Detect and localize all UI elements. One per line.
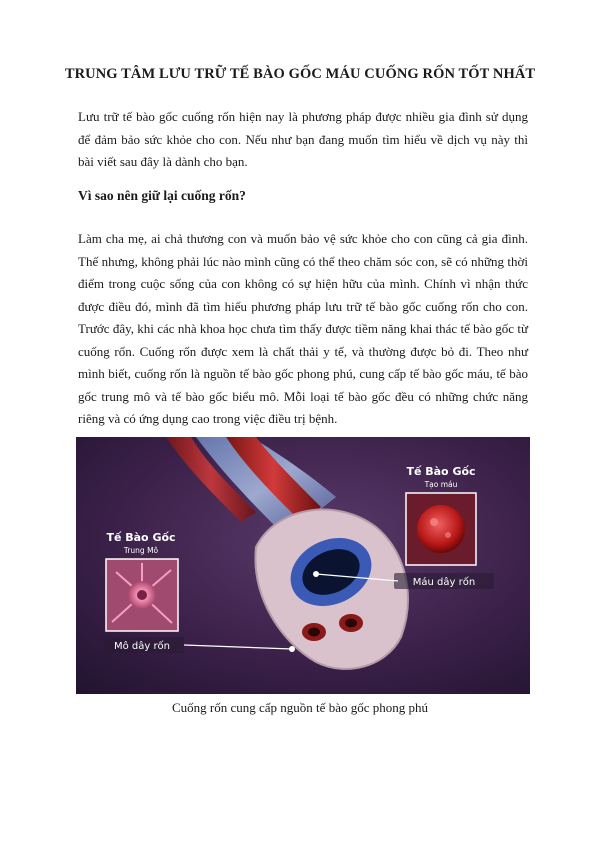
figure-caption: Cuống rốn cung cấp nguồn tế bào gốc phong phú [172, 700, 428, 715]
cord-diagram-svg [76, 437, 530, 694]
blood-stem-cell-icon [417, 505, 465, 553]
body-paragraph: Làm cha mẹ, ai chả thương con và muốn bảo vệ sức khỏe cho con cũng cả gia đình. Thế nhưng, không phải lúc nào mình cũng có thể theo chăm sóc con, sẽ có những thời điểm trong cuộc sống của con không có sự hiện hữu của mình. Chính vì nhận thức được điều đó, mình đã tìm hiểu phương pháp lưu trữ tế bào gốc cuống rốn cho con. Trước đây, khi các nhà khoa học chưa tìm thấy được tiềm năng khai thác tế bào gốc từ cuống rốn. Cuống rốn được xem là chất thải y tế, và thường được bỏ đi. Theo như mình biết, cuống rốn là nguồn tế bào gốc phong phú, cung cấp tế bào gốc máu, tế bào gốc trung mô và tế bào gốc biểu mô. Mỗi loại tế bào gốc đều có những chức năng riêng và có ứng dụng cao trong việc điều trị bệnh. [78, 231, 528, 426]
section-heading: Vì sao nên giữ lại cuống rốn? [78, 188, 246, 203]
umbilical-cord-illustration [76, 437, 530, 694]
left-panel-subtitle: Trung Mô [123, 546, 159, 555]
intro-paragraph: Lưu trữ tế bào gốc cuống rốn hiện nay là phương pháp được nhiều gia đình sử dụng để đảm bảo sức khỏe cho con. Nếu như bạn đang muốn tìm hiểu về dịch vụ này thì bài viết sau đây là dành cho bạn. [78, 109, 528, 169]
right-pointer-label: Máu dây rốn [412, 577, 476, 588]
left-pointer-label: Mô dây rốn [113, 641, 171, 652]
right-panel-subtitle: Tạo máu [424, 480, 458, 489]
page-title: TRUNG TÂM LƯU TRỮ TẾ BÀO GỐC MÁU CUỐNG RỐN TỐT NHẤT [64, 66, 536, 82]
right-panel-title: Tế Bào Gốc [406, 465, 476, 478]
left-panel-title: Tế Bào Gốc [106, 531, 176, 544]
